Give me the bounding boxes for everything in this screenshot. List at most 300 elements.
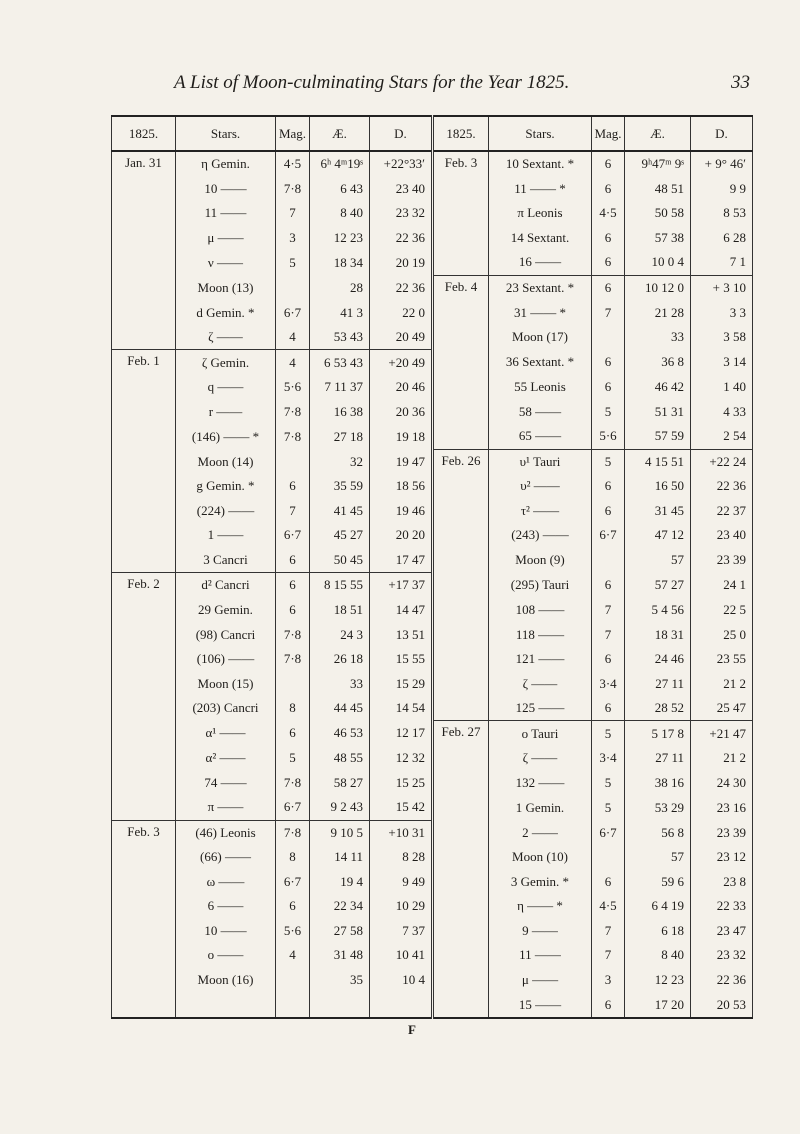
left-star-cell: (203) Cancri <box>176 696 276 721</box>
left-star-cell: ν —— <box>176 250 276 275</box>
col-ra-2: Æ. <box>625 116 691 151</box>
right-star-cell: 23 Sextant. * <box>489 275 592 300</box>
left-date-cell: Feb. 3 <box>112 820 176 845</box>
right-ra-cell: 16 50 <box>625 474 691 499</box>
right-ra-cell: 47 12 <box>625 523 691 548</box>
left-date-cell <box>112 499 176 524</box>
table-row <box>112 474 753 499</box>
right-dec-cell: 22 37 <box>691 499 753 524</box>
left-mag-cell: 6 <box>276 573 310 598</box>
left-dec-cell: 10 41 <box>370 943 433 968</box>
left-mag-cell: 6 <box>276 548 310 573</box>
table-row <box>112 598 753 623</box>
right-star-cell: υ¹ Tauri <box>489 449 592 474</box>
right-dec-cell: +22 24 <box>691 449 753 474</box>
table-row <box>112 992 753 1018</box>
left-star-cell: μ —— <box>176 226 276 251</box>
right-star-cell: 16 —— <box>489 250 592 275</box>
table-row <box>112 177 753 202</box>
left-dec-cell: 9 49 <box>370 870 433 895</box>
col-year-2: 1825. <box>433 116 489 151</box>
left-date-cell <box>112 795 176 820</box>
right-date-cell <box>433 919 489 944</box>
left-mag-cell: 6·7 <box>276 795 310 820</box>
table-body <box>112 151 753 1018</box>
left-ra-cell: 19 4 <box>310 870 370 895</box>
right-star-cell: 10 Sextant. * <box>489 151 592 177</box>
right-ra-cell: 10 12 0 <box>625 275 691 300</box>
left-dec-cell: 10 29 <box>370 894 433 919</box>
left-mag-cell: 4·5 <box>276 151 310 177</box>
left-mag-cell: 7·8 <box>276 177 310 202</box>
right-dec-cell: 1 40 <box>691 375 753 400</box>
left-dec-cell: +10 31 <box>370 820 433 845</box>
right-ra-cell: 27 11 <box>625 671 691 696</box>
left-ra-cell: 31 48 <box>310 943 370 968</box>
right-date-cell <box>433 325 489 350</box>
right-star-cell: Moon (17) <box>489 325 592 350</box>
right-ra-cell: 6 18 <box>625 919 691 944</box>
table-row <box>112 845 753 870</box>
left-date-cell <box>112 177 176 202</box>
right-date-cell <box>433 992 489 1018</box>
left-star-cell: (66) —— <box>176 845 276 870</box>
left-mag-cell: 7·8 <box>276 424 310 449</box>
left-ra-cell: 9 10 5 <box>310 820 370 845</box>
right-star-cell: η —— * <box>489 894 592 919</box>
table-row <box>112 226 753 251</box>
right-mag-cell: 6·7 <box>592 523 625 548</box>
left-dec-cell: 23 40 <box>370 177 433 202</box>
table-row <box>112 795 753 820</box>
right-mag-cell: 6 <box>592 647 625 672</box>
right-dec-cell: 23 8 <box>691 870 753 895</box>
left-ra-cell: 9 2 43 <box>310 795 370 820</box>
left-date-cell <box>112 375 176 400</box>
left-mag-cell: 6 <box>276 598 310 623</box>
right-mag-cell: 7 <box>592 622 625 647</box>
right-date-cell: Feb. 27 <box>433 721 489 746</box>
left-mag-cell <box>276 992 310 1018</box>
right-dec-cell: 3 58 <box>691 325 753 350</box>
left-date-cell <box>112 919 176 944</box>
left-star-cell: q —— <box>176 375 276 400</box>
col-dec: D. <box>370 116 433 151</box>
right-star-cell: 125 —— <box>489 696 592 721</box>
right-mag-cell <box>592 548 625 573</box>
left-ra-cell: 48 55 <box>310 746 370 771</box>
right-dec-cell: 4 33 <box>691 399 753 424</box>
left-star-cell: r —— <box>176 399 276 424</box>
right-ra-cell: 36 8 <box>625 350 691 375</box>
left-star-cell: g Gemin. * <box>176 474 276 499</box>
right-ra-cell: 57 <box>625 548 691 573</box>
right-mag-cell: 7 <box>592 598 625 623</box>
left-ra-cell <box>310 992 370 1018</box>
right-ra-cell: 27 11 <box>625 746 691 771</box>
left-ra-cell: 8 40 <box>310 201 370 226</box>
right-mag-cell: 7 <box>592 300 625 325</box>
right-mag-cell: 3·4 <box>592 746 625 771</box>
left-ra-cell: 18 51 <box>310 598 370 623</box>
right-date-cell <box>433 598 489 623</box>
right-dec-cell: 7 1 <box>691 250 753 275</box>
left-dec-cell: 15 55 <box>370 647 433 672</box>
table-row <box>112 647 753 672</box>
right-mag-cell: 5 <box>592 399 625 424</box>
right-mag-cell: 6 <box>592 870 625 895</box>
right-dec-cell: 24 1 <box>691 573 753 598</box>
left-star-cell: (46) Leonis <box>176 820 276 845</box>
left-date-cell <box>112 598 176 623</box>
left-date-cell <box>112 992 176 1018</box>
left-mag-cell <box>276 968 310 993</box>
right-mag-cell: 4·5 <box>592 894 625 919</box>
left-star-cell: 74 —— <box>176 770 276 795</box>
right-ra-cell: 33 <box>625 325 691 350</box>
table-row <box>112 424 753 449</box>
left-ra-cell: 6 53 43 <box>310 350 370 375</box>
left-star-cell: π —— <box>176 795 276 820</box>
right-ra-cell: 57 38 <box>625 226 691 251</box>
right-star-cell: 3 Gemin. * <box>489 870 592 895</box>
left-mag-cell: 7·8 <box>276 399 310 424</box>
table-row <box>112 622 753 647</box>
left-star-cell <box>176 992 276 1018</box>
left-ra-cell: 32 <box>310 449 370 474</box>
left-ra-cell: 53 43 <box>310 325 370 350</box>
left-dec-cell: 14 47 <box>370 598 433 623</box>
right-dec-cell: 8 53 <box>691 201 753 226</box>
left-star-cell: (106) —— <box>176 647 276 672</box>
right-star-cell: o Tauri <box>489 721 592 746</box>
right-ra-cell: 28 52 <box>625 696 691 721</box>
left-ra-cell: 58 27 <box>310 770 370 795</box>
right-star-cell: ζ —— <box>489 671 592 696</box>
left-ra-cell: 44 45 <box>310 696 370 721</box>
right-date-cell <box>433 622 489 647</box>
right-dec-cell: 23 32 <box>691 943 753 968</box>
right-dec-cell: 3 14 <box>691 350 753 375</box>
right-dec-cell: 23 40 <box>691 523 753 548</box>
left-star-cell: d Gemin. * <box>176 300 276 325</box>
left-mag-cell: 3 <box>276 226 310 251</box>
table-row <box>112 201 753 226</box>
right-mag-cell: 6 <box>592 474 625 499</box>
left-date-cell <box>112 968 176 993</box>
left-star-cell: 10 —— <box>176 177 276 202</box>
left-dec-cell: 12 32 <box>370 746 433 771</box>
left-mag-cell: 8 <box>276 845 310 870</box>
right-date-cell <box>433 671 489 696</box>
left-star-cell: d² Cancri <box>176 573 276 598</box>
right-dec-cell: 2 54 <box>691 424 753 449</box>
right-date-cell <box>433 696 489 721</box>
left-dec-cell: 17 47 <box>370 548 433 573</box>
right-dec-cell: 23 12 <box>691 845 753 870</box>
left-dec-cell: 19 47 <box>370 449 433 474</box>
left-dec-cell: 20 20 <box>370 523 433 548</box>
left-ra-cell: 24 3 <box>310 622 370 647</box>
right-date-cell <box>433 894 489 919</box>
col-mag-2: Mag. <box>592 116 625 151</box>
right-star-cell: 55 Leonis <box>489 375 592 400</box>
left-date-cell: Feb. 2 <box>112 573 176 598</box>
right-star-cell: (295) Tauri <box>489 573 592 598</box>
right-mag-cell: 7 <box>592 919 625 944</box>
table-row <box>112 325 753 350</box>
left-dec-cell: 8 28 <box>370 845 433 870</box>
left-ra-cell: 35 59 <box>310 474 370 499</box>
right-star-cell: (243) —— <box>489 523 592 548</box>
right-mag-cell: 3·4 <box>592 671 625 696</box>
right-dec-cell: 23 39 <box>691 820 753 845</box>
left-mag-cell: 6 <box>276 721 310 746</box>
right-ra-cell: 5 17 8 <box>625 721 691 746</box>
left-star-cell: (98) Cancri <box>176 622 276 647</box>
left-date-cell <box>112 424 176 449</box>
right-mag-cell <box>592 325 625 350</box>
right-mag-cell: 6 <box>592 275 625 300</box>
right-dec-cell: 9 9 <box>691 177 753 202</box>
left-date-cell <box>112 300 176 325</box>
right-ra-cell: 46 42 <box>625 375 691 400</box>
right-ra-cell: 38 16 <box>625 770 691 795</box>
left-date-cell: Jan. 31 <box>112 151 176 177</box>
left-dec-cell: 22 0 <box>370 300 433 325</box>
left-star-cell: 1 —— <box>176 523 276 548</box>
right-ra-cell: 18 31 <box>625 622 691 647</box>
table-row <box>112 746 753 771</box>
right-star-cell: Moon (9) <box>489 548 592 573</box>
left-mag-cell: 5 <box>276 746 310 771</box>
left-star-cell: Moon (16) <box>176 968 276 993</box>
left-date-cell <box>112 523 176 548</box>
right-star-cell: 14 Sextant. <box>489 226 592 251</box>
left-dec-cell: 12 17 <box>370 721 433 746</box>
right-star-cell: 11 —— * <box>489 177 592 202</box>
left-ra-cell: 28 <box>310 275 370 300</box>
left-mag-cell: 5·6 <box>276 375 310 400</box>
left-star-cell: Moon (14) <box>176 449 276 474</box>
right-star-cell: 108 —— <box>489 598 592 623</box>
left-dec-cell: 20 19 <box>370 250 433 275</box>
left-date-cell <box>112 201 176 226</box>
left-date-cell <box>112 671 176 696</box>
right-mag-cell <box>592 845 625 870</box>
right-ra-cell: 56 8 <box>625 820 691 845</box>
right-mag-cell: 6 <box>592 992 625 1018</box>
left-mag-cell: 5·6 <box>276 919 310 944</box>
right-mag-cell: 6 <box>592 573 625 598</box>
right-star-cell: 31 —— * <box>489 300 592 325</box>
right-ra-cell: 50 58 <box>625 201 691 226</box>
left-ra-cell: 22 34 <box>310 894 370 919</box>
right-dec-cell: + 9° 46′ <box>691 151 753 177</box>
right-mag-cell: 7 <box>592 943 625 968</box>
left-dec-cell: 19 46 <box>370 499 433 524</box>
left-date-cell <box>112 770 176 795</box>
right-date-cell <box>433 523 489 548</box>
left-ra-cell: 7 11 37 <box>310 375 370 400</box>
table-row <box>112 870 753 895</box>
right-star-cell: π Leonis <box>489 201 592 226</box>
left-star-cell: 29 Gemin. <box>176 598 276 623</box>
left-star-cell: 10 —— <box>176 919 276 944</box>
left-dec-cell: 20 49 <box>370 325 433 350</box>
right-mag-cell: 5 <box>592 449 625 474</box>
left-dec-cell: +22°33′ <box>370 151 433 177</box>
left-ra-cell: 16 38 <box>310 399 370 424</box>
right-mag-cell: 6 <box>592 696 625 721</box>
right-star-cell: 15 —— <box>489 992 592 1018</box>
right-mag-cell: 3 <box>592 968 625 993</box>
left-star-cell: 6 —— <box>176 894 276 919</box>
left-ra-cell: 8 15 55 <box>310 573 370 598</box>
table-row <box>112 375 753 400</box>
left-date-cell <box>112 474 176 499</box>
right-dec-cell: 3 3 <box>691 300 753 325</box>
left-star-cell: ω —— <box>176 870 276 895</box>
left-dec-cell: 7 37 <box>370 919 433 944</box>
right-ra-cell: 57 59 <box>625 424 691 449</box>
left-dec-cell: 15 25 <box>370 770 433 795</box>
left-mag-cell: 5 <box>276 250 310 275</box>
right-ra-cell: 4 15 51 <box>625 449 691 474</box>
right-star-cell: μ —— <box>489 968 592 993</box>
left-mag-cell: 6 <box>276 474 310 499</box>
right-date-cell <box>433 300 489 325</box>
right-ra-cell: 48 51 <box>625 177 691 202</box>
right-ra-cell: 10 0 4 <box>625 250 691 275</box>
right-date-cell <box>433 201 489 226</box>
right-mag-cell: 6 <box>592 151 625 177</box>
left-star-cell: α² —— <box>176 746 276 771</box>
right-star-cell: 121 —— <box>489 647 592 672</box>
right-ra-cell: 59 6 <box>625 870 691 895</box>
left-dec-cell: 10 4 <box>370 968 433 993</box>
left-ra-cell: 26 18 <box>310 647 370 672</box>
left-star-cell: Moon (15) <box>176 671 276 696</box>
right-dec-cell: 25 47 <box>691 696 753 721</box>
right-star-cell: 9 —— <box>489 919 592 944</box>
left-mag-cell: 6·7 <box>276 300 310 325</box>
table-row <box>112 548 753 573</box>
left-mag-cell: 4 <box>276 350 310 375</box>
right-star-cell: 58 —— <box>489 399 592 424</box>
right-dec-cell: 23 47 <box>691 919 753 944</box>
left-mag-cell: 7·8 <box>276 820 310 845</box>
right-ra-cell: 8 40 <box>625 943 691 968</box>
left-date-cell <box>112 449 176 474</box>
table-row <box>112 449 753 474</box>
table-row <box>112 151 753 177</box>
right-mag-cell: 5 <box>592 721 625 746</box>
left-date-cell <box>112 250 176 275</box>
right-star-cell: ζ —— <box>489 746 592 771</box>
right-mag-cell: 6 <box>592 177 625 202</box>
right-dec-cell: 23 39 <box>691 548 753 573</box>
left-date-cell <box>112 721 176 746</box>
right-star-cell: 132 —— <box>489 770 592 795</box>
left-date-cell <box>112 622 176 647</box>
page-number: 33 <box>731 72 750 93</box>
running-title: A List of Moon-culminating Stars for the Year 1825. <box>174 72 570 93</box>
col-dec-2: D. <box>691 116 753 151</box>
right-ra-cell: 17 20 <box>625 992 691 1018</box>
left-date-cell <box>112 226 176 251</box>
table-row <box>112 523 753 548</box>
right-ra-cell: 6 4 19 <box>625 894 691 919</box>
table-header <box>112 116 753 151</box>
right-date-cell <box>433 746 489 771</box>
table-row <box>112 300 753 325</box>
left-ra-cell: 35 <box>310 968 370 993</box>
right-date-cell: Feb. 26 <box>433 449 489 474</box>
left-ra-cell: 27 58 <box>310 919 370 944</box>
left-star-cell: (224) —— <box>176 499 276 524</box>
left-date-cell <box>112 647 176 672</box>
right-date-cell <box>433 770 489 795</box>
right-date-cell <box>433 943 489 968</box>
left-mag-cell: 6·7 <box>276 523 310 548</box>
right-date-cell: Feb. 3 <box>433 151 489 177</box>
right-ra-cell: 57 <box>625 845 691 870</box>
left-dec-cell: 15 29 <box>370 671 433 696</box>
right-ra-cell: 9ʰ47ᵐ 9ˢ <box>625 151 691 177</box>
right-date-cell <box>433 573 489 598</box>
right-dec-cell: 23 16 <box>691 795 753 820</box>
right-mag-cell: 6 <box>592 375 625 400</box>
left-ra-cell: 41 45 <box>310 499 370 524</box>
left-mag-cell: 6·7 <box>276 870 310 895</box>
left-star-cell: ζ Gemin. <box>176 350 276 375</box>
left-mag-cell: 4 <box>276 943 310 968</box>
left-date-cell <box>112 548 176 573</box>
left-date-cell <box>112 943 176 968</box>
right-ra-cell: 53 29 <box>625 795 691 820</box>
right-dec-cell: 6 28 <box>691 226 753 251</box>
right-date-cell <box>433 177 489 202</box>
left-star-cell: α¹ —— <box>176 721 276 746</box>
right-date-cell <box>433 375 489 400</box>
right-date-cell <box>433 499 489 524</box>
table-row <box>112 499 753 524</box>
right-mag-cell: 6 <box>592 350 625 375</box>
col-ra: Æ. <box>310 116 370 151</box>
left-mag-cell: 7·8 <box>276 647 310 672</box>
right-dec-cell: 22 36 <box>691 474 753 499</box>
left-dec-cell: 19 18 <box>370 424 433 449</box>
right-date-cell <box>433 795 489 820</box>
right-star-cell: 1 Gemin. <box>489 795 592 820</box>
right-star-cell: 65 —— <box>489 424 592 449</box>
right-ra-cell: 5 4 56 <box>625 598 691 623</box>
right-date-cell <box>433 968 489 993</box>
col-stars-2: Stars. <box>489 116 592 151</box>
left-date-cell <box>112 696 176 721</box>
left-dec-cell: 20 36 <box>370 399 433 424</box>
left-star-cell: Moon (13) <box>176 275 276 300</box>
left-date-cell <box>112 399 176 424</box>
table-row <box>112 399 753 424</box>
right-star-cell: υ² —— <box>489 474 592 499</box>
right-date-cell <box>433 250 489 275</box>
right-dec-cell: 23 55 <box>691 647 753 672</box>
moon-culminating-stars-table <box>111 115 753 1019</box>
left-star-cell: 3 Cancri <box>176 548 276 573</box>
right-ra-cell: 51 31 <box>625 399 691 424</box>
